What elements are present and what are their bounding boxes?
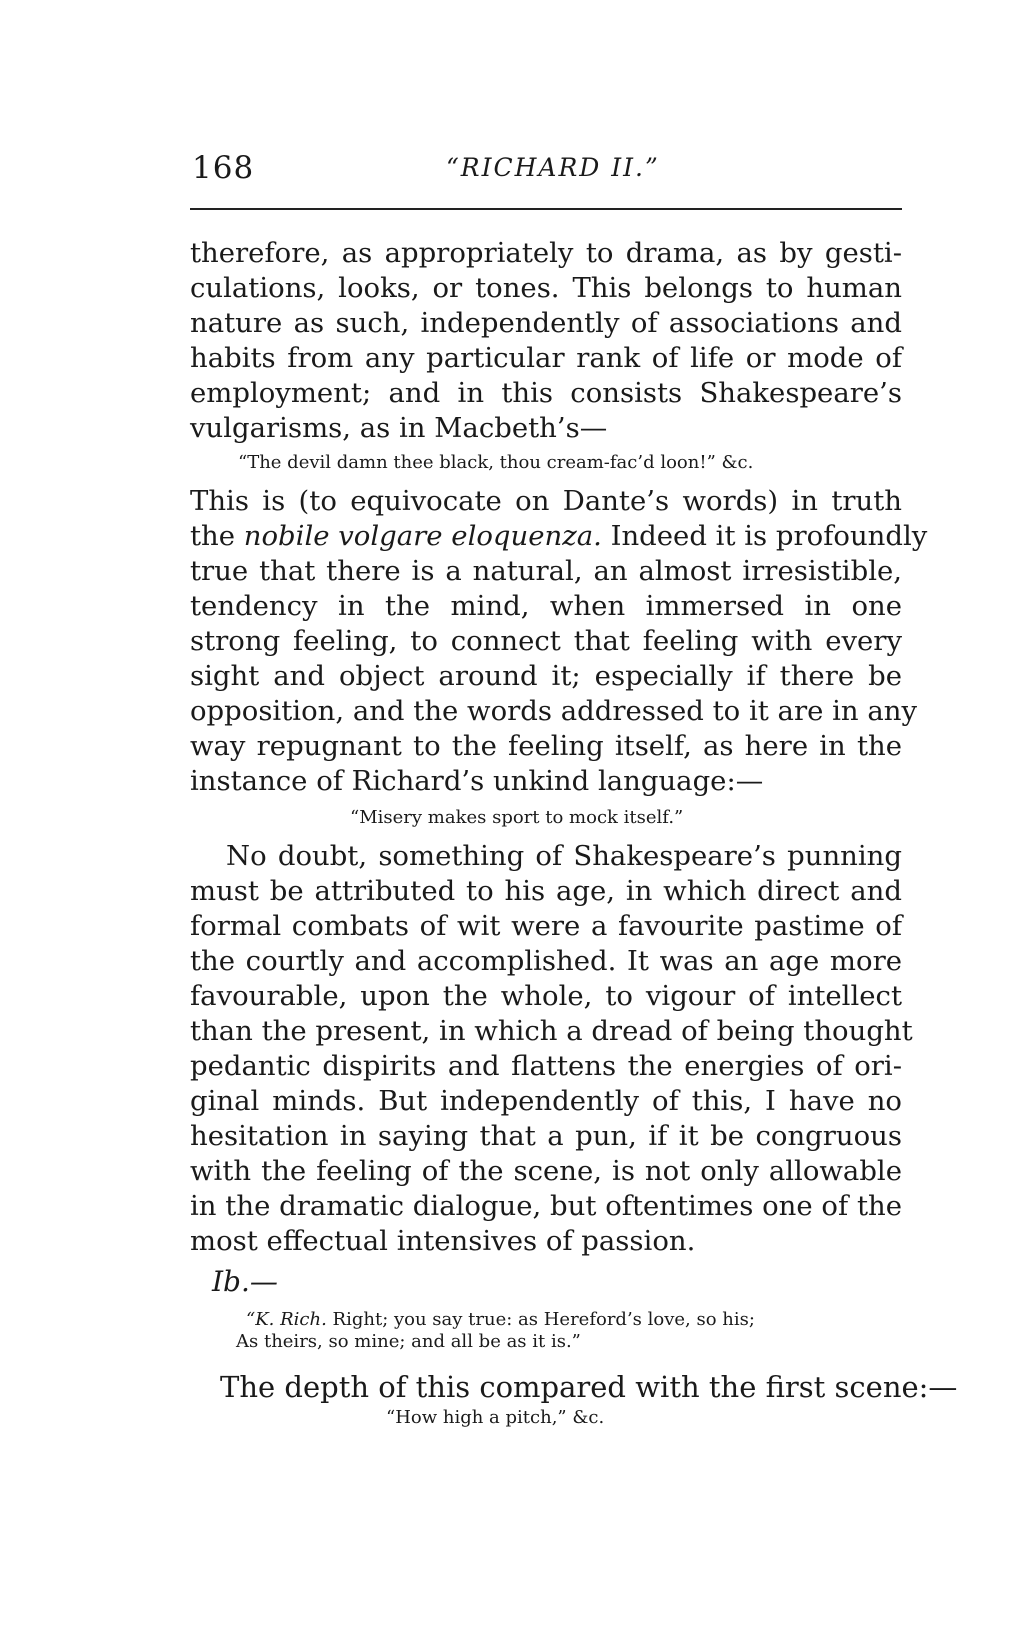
running-head: “RICHARD II.” (446, 153, 660, 182)
paragraph-3 (190, 839, 913, 1259)
text-line: culations, looks, or tones. This belongs to human (190, 272, 902, 304)
paragraph-2 (190, 484, 928, 799)
italic-phrase: nobile volgare eloquenza. (243, 520, 602, 552)
quote-misery: “Misery makes sport to mock itself.” (350, 807, 684, 828)
text-line: No doubt, something of Shakespeare’s punning (226, 840, 902, 872)
closing-line: The depth of this compared with the first scene:— (220, 1370, 958, 1404)
text-line: formal combats of wit were a favourite pastime of (190, 910, 902, 942)
text-segment: the (190, 520, 244, 552)
text-line: instance of Richard’s unkind language:— (190, 765, 764, 797)
text-line: strong feeling, to connect that feeling with every (190, 625, 902, 657)
speaker-name: “K. Rich. (246, 1309, 327, 1330)
quote-richard-line-1 (246, 1309, 902, 1331)
quote-high-pitch: “How high a pitch,” &c. (386, 1407, 605, 1428)
quote-text: Right; you say true: as Hereford’s love, so his; (326, 1309, 755, 1330)
text-line: most effectual intensives of passion. (190, 1225, 696, 1257)
paragraph-1 (190, 236, 902, 446)
page-header (192, 150, 902, 190)
text-line: employment; and in this consists Shakespeare’s (190, 377, 902, 409)
ib-label: Ib.— (212, 1265, 278, 1298)
text-line: the courtly and accomplished. It was an age more (190, 945, 902, 977)
text-segment: Indeed it is profoundly (601, 520, 928, 552)
body-text (190, 236, 958, 1429)
text-line: favourable, upon the whole, to vigour of intellect (190, 980, 902, 1012)
quote-richard-line-2: As theirs, so mine; and all be as it is.” (236, 1331, 581, 1352)
text-line: than the present, in which a dread of being thought (190, 1015, 913, 1047)
text-line: habits from any particular rank of life or mode of (190, 342, 902, 374)
text-line: sight and object around it; especially if there be (190, 660, 902, 692)
text-line: vulgarisms, as in Macbeth’s— (190, 412, 608, 444)
text-line: therefore, as appropriately to drama, as by gesti- (190, 237, 902, 269)
text-line: opposition, and the words addressed to it are in any (190, 695, 918, 727)
text-line: nature as such, independently of associations and (190, 307, 902, 339)
text-line: way repugnant to the feeling itself, as here in the (190, 730, 902, 762)
text-line: pedantic dispirits and flattens the energies of ori- (190, 1050, 902, 1082)
text-line: tendency in the mind, when immersed in one (190, 590, 902, 622)
text-line: true that there is a natural, an almost irresistible, (190, 555, 902, 587)
page-number: 168 (192, 150, 255, 186)
text-line-with-italic (190, 519, 928, 554)
text-line: must be attributed to his age, in which direct and (190, 875, 902, 907)
text-line: ginal minds. But independently of this, I have no (190, 1085, 902, 1117)
header-rule (190, 208, 902, 210)
text-line: with the feeling of the scene, is not only allowable (190, 1155, 902, 1187)
quote-macbeth: “The devil damn thee black, thou cream-fac’d loon!” &c. (238, 452, 754, 473)
text-line: in the dramatic dialogue, but oftentimes one of the (190, 1190, 902, 1222)
text-line: hesitation in saying that a pun, if it be congruous (190, 1120, 902, 1152)
text-line: This is (to equivocate on Dante’s words) in truth (190, 485, 902, 517)
